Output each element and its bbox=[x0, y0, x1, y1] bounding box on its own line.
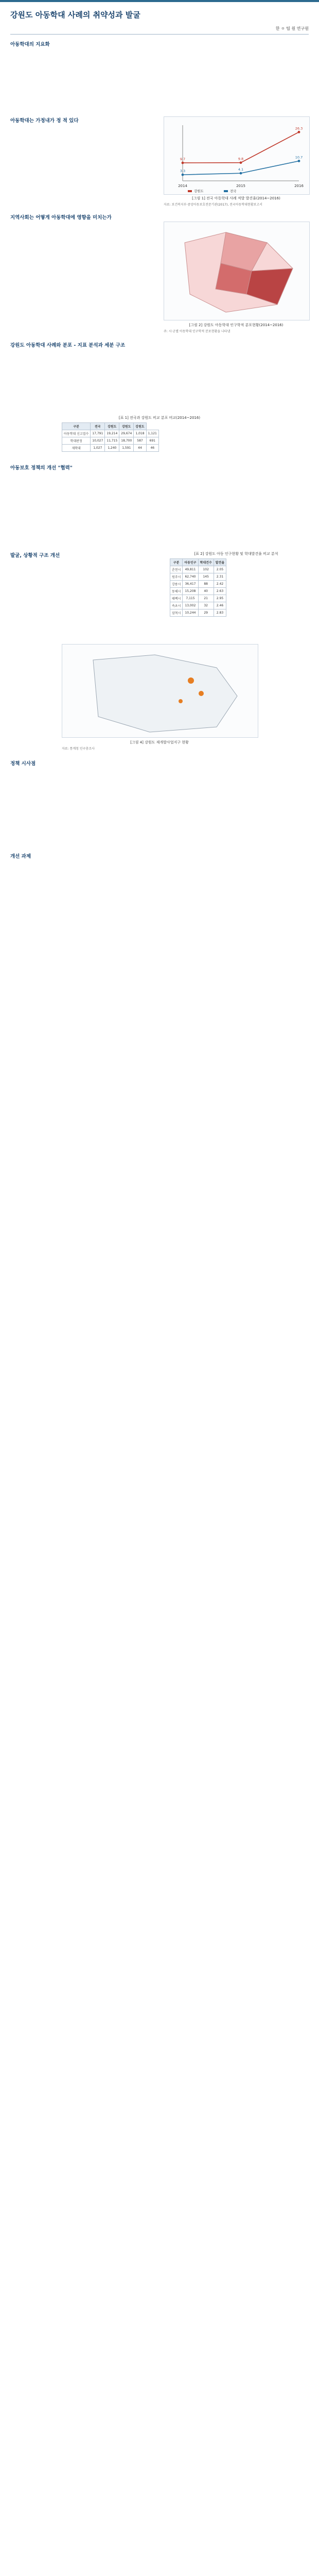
column-header: 강원도 bbox=[119, 423, 134, 430]
data-point bbox=[240, 172, 242, 175]
table-row bbox=[170, 602, 226, 609]
data-label: 26.3 bbox=[295, 126, 303, 131]
table-header-row bbox=[62, 423, 159, 430]
table-cell: 29 bbox=[198, 609, 214, 617]
section-heading-2: 아동학대는 가정내가 정 적 있다 bbox=[10, 118, 79, 124]
column-header: 아동인구 bbox=[183, 559, 198, 566]
table-cell: 691 bbox=[146, 437, 158, 445]
top-accent-bar bbox=[0, 0, 319, 2]
table-cell: 10,244 bbox=[183, 609, 198, 617]
table-cell: 2.83 bbox=[214, 609, 226, 617]
table-cell: 재학대 bbox=[62, 445, 91, 452]
table-row bbox=[62, 437, 159, 445]
legend-swatch bbox=[188, 190, 192, 192]
data-label: 9.7 bbox=[180, 157, 186, 162]
data-label: 10.7 bbox=[295, 155, 303, 160]
table-cell: 1,240 bbox=[105, 445, 119, 452]
column-header: 구분 bbox=[62, 423, 91, 430]
data-table bbox=[170, 558, 226, 617]
data-point bbox=[182, 162, 184, 164]
table-cell: 13,002 bbox=[183, 602, 198, 609]
table-cell: 11,715 bbox=[105, 437, 119, 445]
table-cell: 102 bbox=[198, 566, 214, 573]
body-paragraph bbox=[10, 125, 155, 207]
table-row bbox=[170, 588, 226, 595]
table-1 bbox=[62, 422, 159, 452]
table-row bbox=[170, 609, 226, 617]
figure-4-map bbox=[62, 644, 258, 738]
body-paragraph bbox=[10, 472, 309, 544]
section-heading-4: 강원도 아동학대 사례와 분포 - 지표 분석과 세분 구조 bbox=[10, 343, 126, 348]
table-cell: 29,674 bbox=[119, 430, 134, 437]
table-cell: 삼척시 bbox=[170, 609, 183, 617]
table-cell: 17,791 bbox=[91, 430, 105, 437]
section-heading-6: 발굴, 상황적 구조 개선 bbox=[10, 553, 60, 558]
column-header: 강원도 bbox=[134, 423, 146, 430]
page-title: 강원도 아동학대 사례의 취약성과 발굴 bbox=[10, 10, 140, 20]
author-line: 한 ㅇ 팀 원 연구원 bbox=[275, 26, 309, 31]
table-cell: 2.05 bbox=[214, 566, 226, 573]
table-row bbox=[170, 595, 226, 602]
table-row bbox=[170, 581, 226, 588]
data-point bbox=[240, 161, 242, 164]
table-cell: 21 bbox=[198, 595, 214, 602]
table-row bbox=[62, 445, 159, 452]
table-cell: 1,591 bbox=[119, 445, 134, 452]
table-2 bbox=[170, 558, 226, 617]
table-2-caption: [표 2] 강원도 아동 인구현황 및 학대발견율 비교 분석 bbox=[194, 552, 278, 556]
section-heading-3: 지역사회는 어떻게 아동학대에 영향을 미치는가 bbox=[10, 215, 112, 221]
section-heading-1: 아동학대의 지요화 bbox=[10, 42, 50, 47]
table-cell: 46 bbox=[146, 445, 158, 452]
table-cell: 1,027 bbox=[91, 445, 105, 452]
table-cell: 2.46 bbox=[214, 602, 226, 609]
data-label: 3.3 bbox=[180, 169, 186, 174]
table-cell: 7,115 bbox=[183, 595, 198, 602]
table-cell: 36,417 bbox=[183, 581, 198, 588]
table-cell: 속초시 bbox=[170, 602, 183, 609]
data-table bbox=[62, 422, 159, 452]
choropleth-map bbox=[164, 222, 309, 320]
data-label: 4.1 bbox=[238, 167, 244, 172]
figure-4-note: 자료: 통계청 인구총조사 bbox=[62, 747, 95, 751]
section-heading-5: 아동보호 정책의 개선 "협력" bbox=[10, 465, 73, 471]
table-cell: 2.63 bbox=[214, 588, 226, 595]
table-cell: 2.95 bbox=[214, 595, 226, 602]
table-cell: 동해시 bbox=[170, 588, 183, 595]
figure-2-map bbox=[164, 222, 310, 320]
table-row bbox=[170, 566, 226, 573]
x-tick-label: 2014 bbox=[178, 184, 187, 188]
line-chart bbox=[164, 117, 309, 194]
table-cell: 587 bbox=[134, 437, 146, 445]
body-paragraph bbox=[10, 860, 309, 938]
table-cell: 18,700 bbox=[119, 437, 134, 445]
region-map bbox=[62, 645, 258, 737]
x-tick-label: 2016 bbox=[294, 184, 304, 188]
legend-swatch bbox=[224, 190, 228, 192]
table-cell: 2.31 bbox=[214, 573, 226, 581]
section-heading-7: 정책 시사점 bbox=[10, 761, 36, 767]
column-header: 구분 bbox=[170, 559, 183, 566]
legend-label: 전국 bbox=[230, 189, 237, 193]
x-tick-label: 2015 bbox=[236, 184, 245, 188]
table-cell: 62,740 bbox=[183, 573, 198, 581]
data-point bbox=[182, 174, 184, 176]
table-cell: 2.42 bbox=[214, 581, 226, 588]
table-header-row bbox=[170, 559, 226, 566]
table-cell: 40 bbox=[198, 588, 214, 595]
table-cell: 태백시 bbox=[170, 595, 183, 602]
figure-4-caption: [그림 4] 강원도 재개발사업지구 현황 bbox=[130, 740, 189, 744]
table-cell: 1,121 bbox=[146, 430, 158, 437]
table-cell: 145 bbox=[198, 573, 214, 581]
body-paragraph bbox=[10, 768, 309, 845]
data-label: 9.8 bbox=[238, 157, 244, 161]
table-cell: 19,214 bbox=[105, 430, 119, 437]
table-row bbox=[170, 573, 226, 581]
body-paragraph bbox=[10, 560, 155, 632]
column-header: 발견율 bbox=[214, 559, 226, 566]
table-cell: 44 bbox=[134, 445, 146, 452]
table-cell: 아동학대 신고접수 bbox=[62, 430, 91, 437]
table-cell: 강릉시 bbox=[170, 581, 183, 588]
figure-1-caption: [그림 1] 전국 아동학대 사례 적발 발견율(2014~2016) bbox=[192, 196, 280, 200]
body-paragraph bbox=[10, 222, 155, 325]
table-cell: 88 bbox=[198, 581, 214, 588]
data-point bbox=[298, 131, 300, 133]
table-cell: 1,018 bbox=[134, 430, 146, 437]
table-cell: 원주시 bbox=[170, 573, 183, 581]
figure-2-note: 주: 시·군별 아동학대 인구학적 분포현황을 나타냄 bbox=[164, 330, 231, 333]
data-point bbox=[298, 160, 300, 162]
table-cell: 춘천시 bbox=[170, 566, 183, 573]
table-cell: 32 bbox=[198, 602, 214, 609]
column-header: 학대건수 bbox=[198, 559, 214, 566]
figure-2-caption: [그림 2] 강원도 아동학대 인구학적 분포현황(2014~2016) bbox=[189, 323, 283, 327]
table-cell: 10,027 bbox=[91, 437, 105, 445]
table-cell: 학대판정 bbox=[62, 437, 91, 445]
body-paragraph bbox=[10, 48, 309, 110]
legend-label: 강원도 bbox=[194, 189, 204, 193]
column-header: 강원도 bbox=[105, 423, 119, 430]
table-1-caption: [표 1] 전국과 강원도 비교 분포 비교(2014~2016) bbox=[118, 416, 201, 420]
table-cell: 49,811 bbox=[183, 566, 198, 573]
figure-1-note: 자료: 보건복지부·중앙아동보호전문기관(2017), 전국아동학대현황보고서 bbox=[164, 203, 262, 207]
figure-1 bbox=[164, 116, 310, 195]
table-cell: 15,208 bbox=[183, 588, 198, 595]
body-paragraph bbox=[10, 349, 309, 411]
divider bbox=[10, 34, 309, 35]
column-header: 전국 bbox=[91, 423, 105, 430]
section-heading-8: 개선 과제 bbox=[10, 854, 31, 859]
table-row bbox=[62, 430, 159, 437]
